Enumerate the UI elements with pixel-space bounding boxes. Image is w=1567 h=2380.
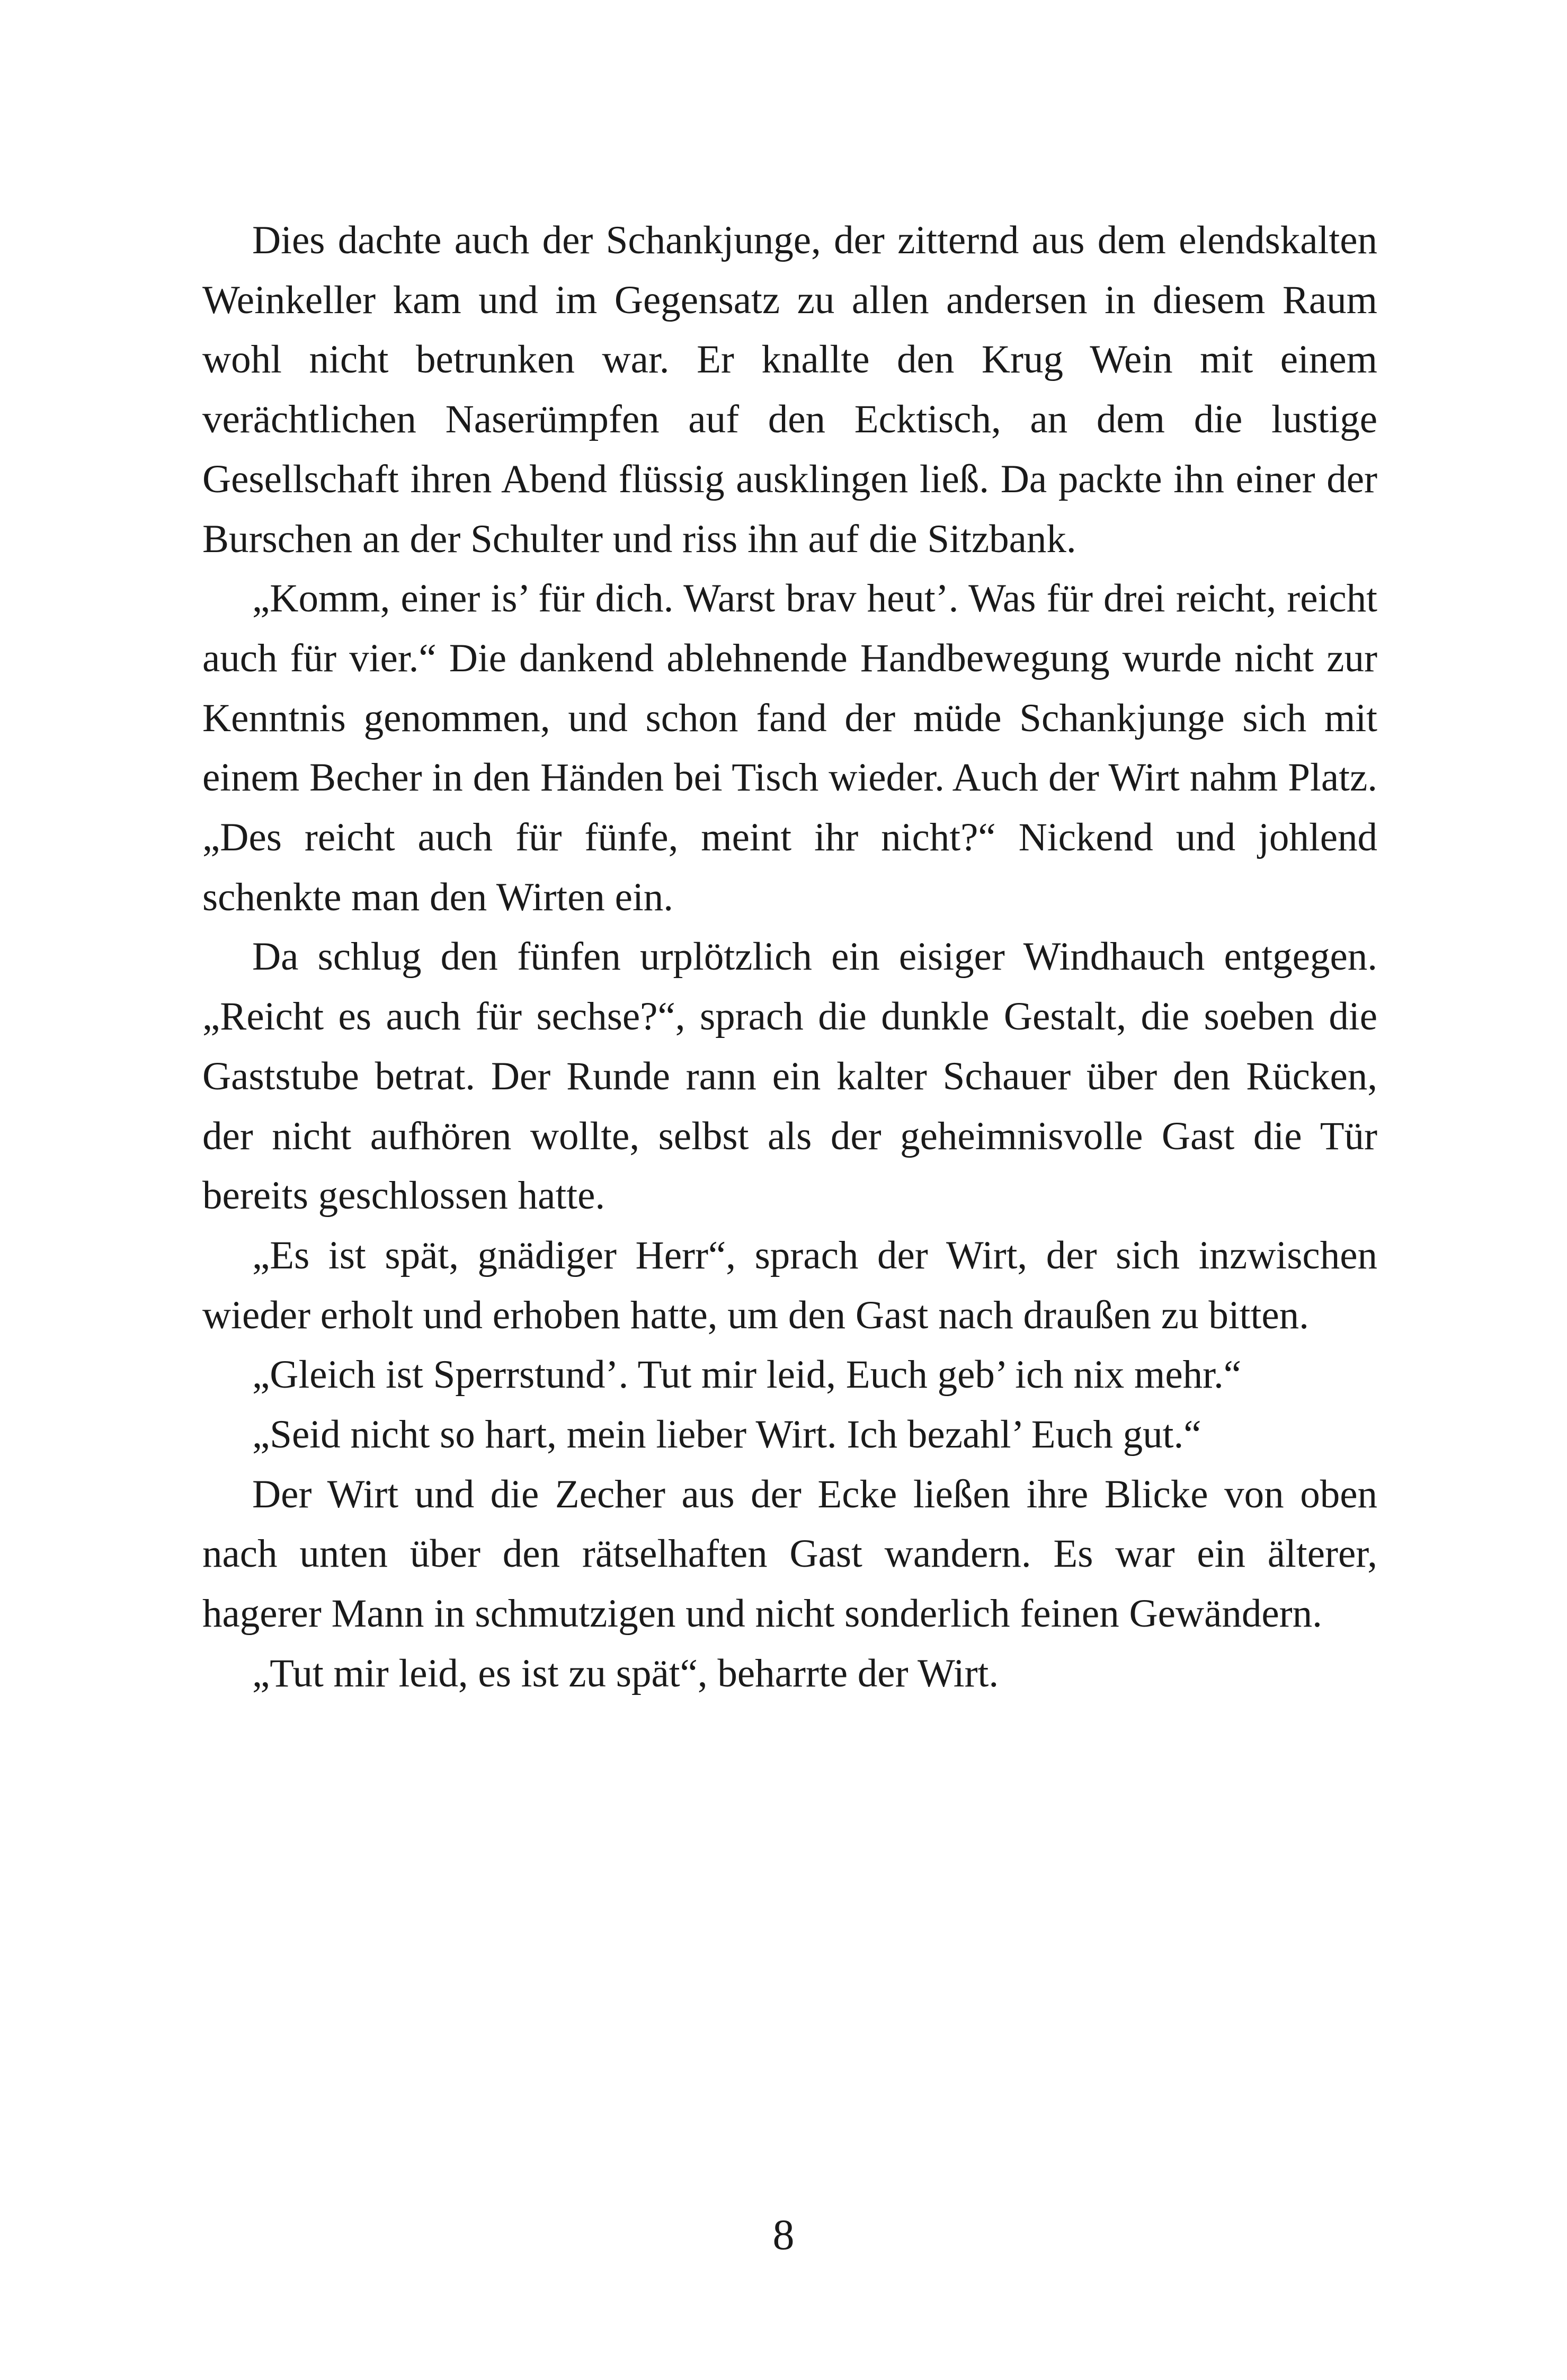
body-text: [202, 211, 1377, 1704]
paragraph: Dies dachte auch der Schankjunge, der zitternd aus dem elendskalten Weinkeller kam und im Gegensatz zu allen andersen in diesem Raum wohl nicht betrunken war. Er knallte den Krug Wein mit einem verächtlichen Naserümpfen auf den Ecktisch, an dem die lustige Gesellschaft ihren Abend flüssig ausklingen ließ. Da packte ihn einer der Burschen an der Schulter und riss ihn auf die Sitzbank.: [202, 218, 1377, 561]
paragraph: Da schlug den fünfen urplötzlich ein eisiger Windhauch entgegen. „Reicht es auch für sechse?“, sprach die dunkle Gestalt, die soeben die Gaststube betrat. Der Runde rann ein kalter Schauer über den Rücken, der nicht aufhören wollte, selbst als der geheimnisvolle Gast die Tür bereits geschlossen hatte.: [202, 935, 1377, 1218]
paragraph: „Es ist spät, gnädiger Herr“, sprach der Wirt, der sich inzwischen wieder erholt und erhoben hatte, um den Gast nach draußen zu bitten.: [202, 1233, 1377, 1337]
paragraph: Der Wirt und die Zecher aus der Ecke ließen ihre Blicke von oben nach unten über den rätselhaften Gast wandern. Es war ein älterer, hagerer Mann in schmutzigen und nicht sonderlich feinen Gewändern.: [202, 1472, 1377, 1636]
paragraph: „Gleich ist Sperrstund’. Tut mir leid, Euch geb’ ich nix mehr.“: [252, 1353, 1242, 1397]
paragraph: „Seid nicht so hart, mein lieber Wirt. Ich bezahl’ Euch gut.“: [252, 1413, 1201, 1457]
page-number: 8: [772, 2210, 795, 2259]
paragraph: „Komm, einer is’ für dich. Warst brav heut’. Was für drei reicht, reicht auch für vier.“ Die dankend ablehnende Handbewegung wurde nicht zur Kenntnis genommen, und schon fand der müde Schankjunge sich mit einem Becher in den Händen bei Tisch wieder. Auch der Wirt nahm Platz. „Des reicht auch für fünfe, meint ihr nicht?“ Nickend und johlend schenkte man den Wirten ein.: [202, 576, 1377, 919]
paragraph: „Tut mir leid, es ist zu spät“, beharrte der Wirt.: [252, 1651, 999, 1695]
